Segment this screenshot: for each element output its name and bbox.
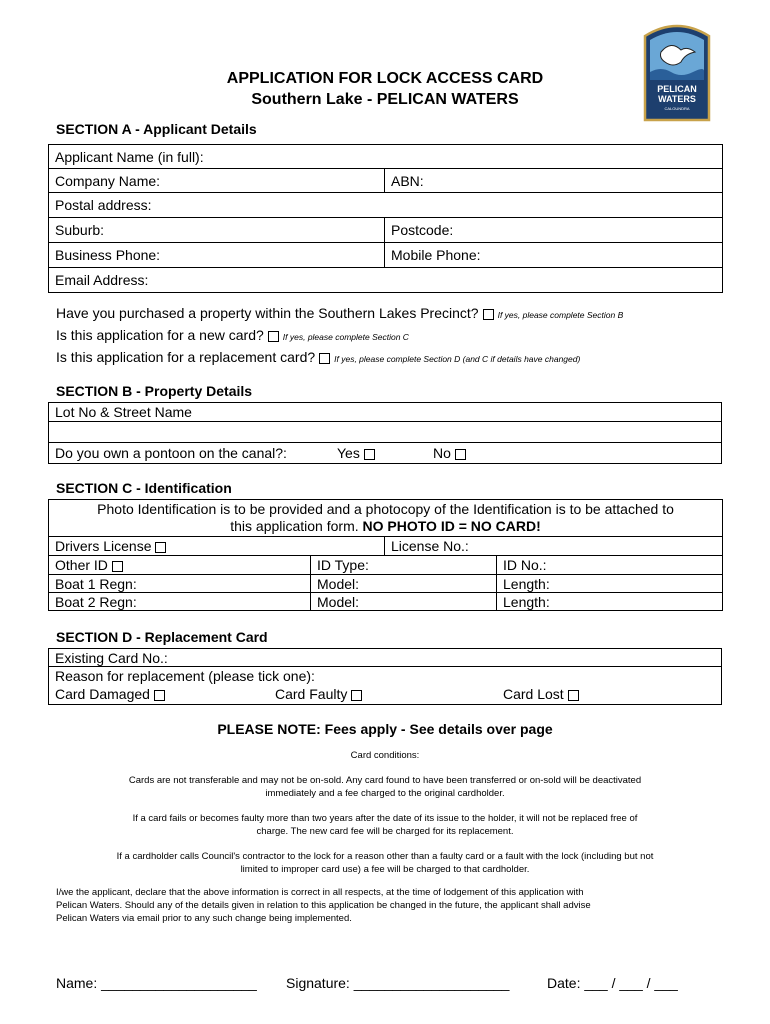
date-line[interactable]: Date: ___ / ___ / ___ [547, 975, 678, 991]
fees-note: PLEASE NOTE: Fees apply - See details over page [217, 721, 553, 737]
svg-text:WATERS: WATERS [658, 94, 696, 104]
section-a-heading: SECTION A - Applicant Details [56, 121, 257, 137]
pontoon-row: Do you own a pontoon on the canal?: Yes No [49, 443, 722, 464]
abn-field[interactable]: ABN: [385, 169, 723, 193]
section-b-table [48, 402, 722, 464]
svg-text:CALOUNDRA: CALOUNDRA [664, 106, 690, 111]
declaration: I/we the applicant, declare that the above information is correct in all respects, at the time of lodgement of this application with Pelican Waters. Should any of the details given in relation to this application be changed in the future, the applicant shall advise Pelican Waters via email prior to any such change being implemented. [56, 887, 591, 924]
replacement-reason: Reason for replacement (please tick one): Card Damaged Card Faulty Card Lost [49, 667, 722, 705]
postal-address-field[interactable]: Postal address: [49, 193, 723, 218]
postcode-field[interactable]: Postcode: [385, 218, 723, 243]
section-d-table [48, 648, 722, 705]
section-d-heading: SECTION D - Replacement Card [56, 629, 268, 645]
condition-2: If a card fails or becomes faulty more than two years after the date of its issue to the holder, it will not be replaced free of charge. The new card fee will be charged for its replacement. [132, 813, 638, 837]
question-new-card: Is this application for a new card? If yes, please complete Section C [56, 327, 409, 343]
signature-line[interactable]: Signature: ____________________ [286, 975, 510, 991]
mobile-phone-field[interactable]: Mobile Phone: [385, 243, 723, 268]
boat1-length-field[interactable]: Length: [497, 575, 723, 593]
boat1-regn-field[interactable]: Boat 1 Regn: [49, 575, 311, 593]
company-name-field[interactable]: Company Name: [49, 169, 385, 193]
section-c-table [48, 499, 723, 611]
other-id-checkbox[interactable] [112, 561, 123, 572]
applicant-name-field[interactable]: Applicant Name (in full): [49, 145, 723, 169]
conditions-title: Card conditions: [350, 750, 420, 761]
boat1-model-field[interactable]: Model: [311, 575, 497, 593]
pontoon-yes-checkbox[interactable] [364, 449, 375, 460]
photo-id-note: Photo Identification is to be provided and a photocopy of the Identification is to be attached to this application form. NO PHOTO ID = NO CARD! [49, 500, 723, 537]
question-property: Have you purchased a property within the Southern Lakes Precinct? If yes, please complete Section B [56, 305, 624, 321]
lot-street-blank[interactable] [49, 422, 722, 443]
boat2-length-field[interactable]: Length: [497, 593, 723, 611]
section-b-heading: SECTION B - Property Details [56, 383, 253, 399]
id-type-field[interactable]: ID Type: [311, 556, 497, 575]
question-replacement: Is this application for a replacement card? If yes, please complete Section D (and C if details have changed) [56, 349, 581, 365]
form-title: APPLICATION FOR LOCK ACCESS CARD [226, 70, 544, 87]
boat2-regn-field[interactable]: Boat 2 Regn: [49, 593, 311, 611]
condition-3: If a cardholder calls Council's contractor to the lock for a reason other than a faulty card or a fault with the lock (including but not limited to improper card use) a fee will be charged to that cardholder. [116, 851, 654, 875]
drivers-license-checkbox[interactable] [155, 542, 166, 553]
existing-card-field[interactable]: Existing Card No.: [49, 649, 722, 667]
section-c-heading: SECTION C - Identification [56, 480, 232, 496]
suburb-field[interactable]: Suburb: [49, 218, 385, 243]
condition-1: Cards are not transferable and may not be on-sold. Any card found to have been transferred or on-sold will be deactivated immediately and a fee charged to the original cardholder. [128, 775, 642, 799]
card-faulty-checkbox[interactable] [351, 690, 362, 701]
section-a-table [48, 144, 723, 293]
form-subtitle: Southern Lake - PELICAN WATERS [251, 91, 519, 108]
email-field[interactable]: Email Address: [49, 268, 723, 293]
card-lost-checkbox[interactable] [568, 690, 579, 701]
other-id-field: Other ID [49, 556, 311, 575]
pontoon-no-checkbox[interactable] [455, 449, 466, 460]
license-no-field[interactable]: License No.: [385, 537, 723, 556]
boat2-model-field[interactable]: Model: [311, 593, 497, 611]
svg-text:PELICAN: PELICAN [657, 84, 697, 94]
replacement-checkbox[interactable] [319, 353, 330, 364]
property-checkbox[interactable] [483, 309, 494, 320]
business-phone-field[interactable]: Business Phone: [49, 243, 385, 268]
card-damaged-checkbox[interactable] [154, 690, 165, 701]
name-line[interactable]: Name: ____________________ [56, 975, 257, 991]
lot-street-field[interactable]: Lot No & Street Name [49, 403, 722, 422]
drivers-license-field: Drivers License [49, 537, 385, 556]
new-card-checkbox[interactable] [268, 331, 279, 342]
id-no-field[interactable]: ID No.: [497, 556, 723, 575]
